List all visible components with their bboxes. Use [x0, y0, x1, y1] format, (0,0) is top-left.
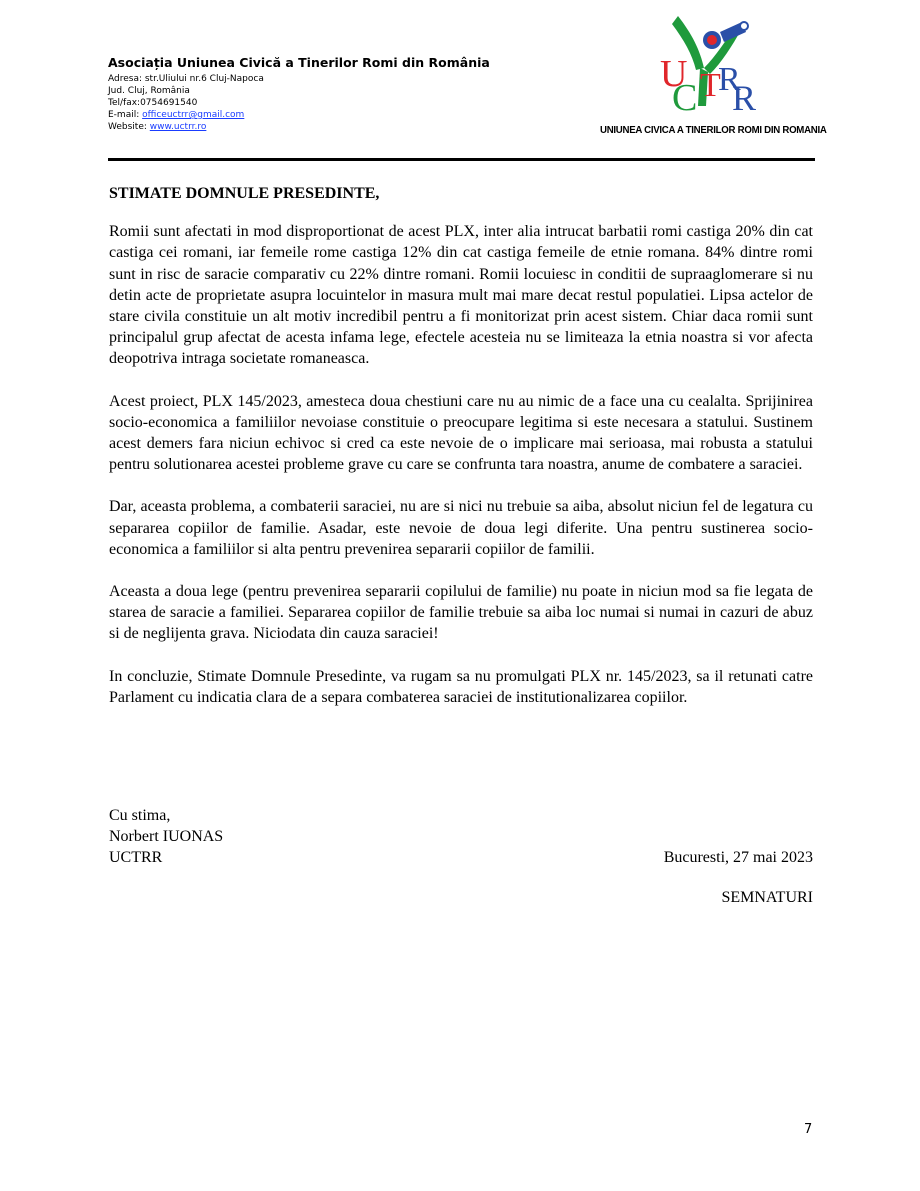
email-link[interactable]: officeuctrr@gmail.com	[142, 110, 245, 120]
county-line: Jud. Cluj, România	[108, 86, 190, 96]
address-line: Adresa: str.Uliului nr.6 Cluj-Napoca	[108, 74, 264, 84]
place-and-date: Bucuresti, 27 mai 2023	[663, 849, 813, 866]
page-number: 7	[804, 1122, 813, 1137]
paragraph-5: In concluzie, Stimate Domnule Presedinte, va rugam sa nu promulgati PLX nr. 145/2023, sa il retunati catre Parlament cu indicatia clara de a separa combaterea saraciei de institutionalizarea copiilor.	[109, 667, 813, 706]
letterhead	[108, 55, 508, 133]
logo-letter-t: T	[700, 67, 721, 104]
uctrr-logo	[600, 10, 828, 142]
logo-caption: UNIUNEA CIVICA A TINERILOR ROMI DIN ROMANIA	[600, 124, 827, 136]
phone-line: Tel/fax:0754691540	[108, 98, 198, 108]
paragraph-2: Acest proiect, PLX 145/2023, amesteca doua chestiuni care nu au nimic de a face una cu cealalta. Sprijinirea socio-economica a familiilor nevoiase constituie o preocupare legitima si este necesara a statului. Sustinem acest demers fara niciun echivoc si cred ca este nevoie de o implicare mai serioasa, mai robusta a statului pentru solutionarea acestei probleme grave cu care se confrunta tara noastra, anume de combatere a saraciei.	[109, 392, 813, 474]
signer-name: Norbert IUONAS	[109, 828, 224, 846]
letter-body	[109, 183, 813, 729]
header-divider	[108, 158, 815, 161]
closing-phrase: Cu stima,	[109, 807, 171, 824]
email-line	[108, 109, 508, 121]
logo-letter-u: U	[660, 53, 688, 95]
logo-letter-c: C	[672, 77, 698, 119]
salutation: STIMATE DOMNULE PRESEDINTE,	[109, 185, 380, 202]
website-link[interactable]: www.uctrr.ro	[149, 122, 207, 132]
signatures-label: SEMNATURI	[721, 889, 813, 906]
paragraph-1: Romii sunt afectati in mod disproportionat de acest PLX, inter alia intrucat barbatii romi castiga 20% din cat castiga cei romani, iar femeile rome castiga 12% din cat castiga femeile de etnie romana. 84% dintre romi sunt in risc de saracie comparativ cu 22% dintre romani. Romii locuiesc in conditii de supraaglomerare si nu detin acte de proprietate asupra locuintelor in masura mult mai mare decat restul populatiei. Lipsa actelor de stare civila constituie un alt motiv incredibil pentru a fi monitorizat prin acest sistem. Chiar daca romii sunt principalul grup afectat de acesta infama lege, efectele acesteia nu se limiteaza la etnia noastra si vor afecta deopotriva intraga societate romaneasca.	[109, 223, 813, 368]
logo-letter-r1: R	[718, 61, 741, 98]
website-label: Website:	[108, 122, 150, 132]
paragraph-3: Dar, aceasta problema, a combaterii saraciei, nu are si nici nu trebuie sa aiba, absolut niciun fel de legatura cu separarea copiilor de familie. Asadar, este nevoie de doua legi diferite. Una pentru sustinerea socio-economica a familiilor si alta pentru prevenirea separarii copiilor de familii.	[109, 498, 813, 558]
email-label: E-mail:	[108, 110, 143, 120]
logo-letter-r2: R	[732, 78, 757, 118]
website-line	[108, 121, 508, 133]
paragraph-4: Aceasta a doua lege (pentru prevenirea separarii copilului de familie) nu poate in niciun mod sa fie legata de starea de saracie a familiei. Separarea copiilor de familie trebuie sa aiba loc numai si numai in cazuri de abuz si de neglijenta grava. Niciodata din cauza saraciei!	[109, 583, 813, 643]
organization-name: Asociația Uniunea Civică a Tinerilor Romi din România	[108, 55, 490, 70]
signer-organization: UCTRR	[109, 849, 163, 867]
